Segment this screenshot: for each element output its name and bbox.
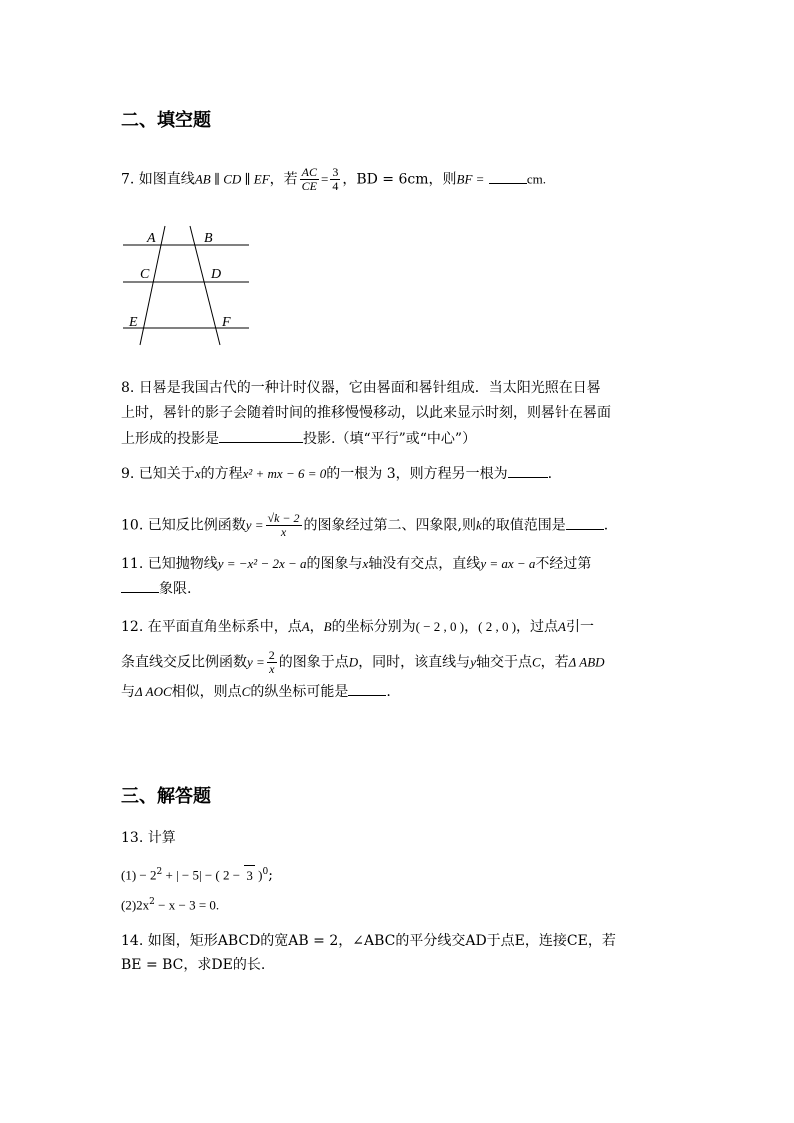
question-12-line-3 bbox=[121, 681, 391, 702]
question-13-part-1 bbox=[121, 862, 273, 886]
q9-a: 9. 已知关于 bbox=[121, 466, 195, 482]
section-fill-in-title: 二、填空题 bbox=[121, 110, 211, 131]
q7-parallel-lines: AB ∥ CD ∥ EF bbox=[194, 171, 270, 187]
q12-point-a-2: A bbox=[558, 619, 566, 634]
q12-point-c-2: C bbox=[241, 684, 251, 699]
question-13-part-2 bbox=[121, 892, 219, 916]
q12-answer-blank[interactable] bbox=[348, 681, 386, 696]
q10-fraction bbox=[266, 512, 302, 539]
question-8-line-2: 上时，晷针的影子会随着时间的推移慢慢移动，以此来显示时刻，则晷针在晷面 bbox=[121, 405, 611, 421]
question-7 bbox=[121, 166, 546, 193]
q7-bd: ，BD = 6cm，则 bbox=[342, 171, 457, 188]
q8-prefix: 上形成的投影是 bbox=[121, 431, 219, 447]
question-11-line-2 bbox=[121, 578, 191, 599]
q10-c: 的取值范围是 bbox=[481, 517, 566, 534]
q12-coord-a: ( − 2 , 0 ) bbox=[415, 619, 465, 634]
label-f: F bbox=[222, 315, 231, 330]
question-8-line-3 bbox=[121, 428, 476, 449]
q11-e: 象限. bbox=[159, 581, 192, 597]
section-solve-title: 三、解答题 bbox=[121, 786, 211, 807]
q12-point-d: D bbox=[348, 654, 359, 670]
label-d: D bbox=[211, 267, 222, 282]
q13-p1f: 0 bbox=[262, 867, 269, 877]
q12-f: 的图象于点 bbox=[278, 654, 349, 671]
question-12-line-2 bbox=[121, 649, 605, 676]
q12-a: 12. 在平面直角坐标系中，点 bbox=[121, 619, 302, 635]
q7-frac-num: AC bbox=[301, 165, 317, 179]
q10-b: 的图象经过第二、四象限,则 bbox=[303, 517, 476, 534]
q12-y-axis: y bbox=[470, 654, 476, 670]
label-a: A bbox=[147, 231, 156, 246]
q8-answer-blank[interactable] bbox=[219, 428, 303, 443]
q7-val-num: 3 bbox=[332, 165, 339, 179]
q11-parabola: y = −x² − 2x − a bbox=[217, 556, 307, 571]
q12-point-a: A bbox=[301, 619, 310, 634]
q11-x: x bbox=[362, 556, 369, 571]
q13-p2b: 2 bbox=[149, 897, 155, 907]
question-8-line-1: 8. 日晷是我国古代的一种计时仪器，它由晷面和晷针组成．当太阳光照在日晷 bbox=[121, 380, 601, 396]
q11-a: 11. 已知抛物线 bbox=[121, 556, 218, 572]
q10-den: x bbox=[280, 525, 287, 539]
q12-comma-2: ， bbox=[464, 619, 479, 635]
q7-value-fraction bbox=[330, 166, 340, 193]
q13-p1c: + | − 5| − ( 2 − bbox=[162, 867, 244, 883]
q10-end: . bbox=[603, 517, 609, 534]
q10-num: √k − 2 bbox=[267, 511, 300, 525]
q7-unit: cm. bbox=[526, 171, 547, 187]
q7-prefix: 7. 如图直线 bbox=[121, 171, 195, 188]
q12-b: 的坐标分别为 bbox=[331, 619, 416, 635]
q12-l: 的纵坐标可能是 bbox=[250, 684, 349, 700]
label-b: B bbox=[204, 231, 213, 246]
question-14-line-2: BE = BC，求DE的长. bbox=[121, 957, 266, 973]
q12-c: ，过点 bbox=[516, 619, 559, 635]
parallel-lines-figure bbox=[115, 222, 260, 350]
q13-p2a: (2)2x bbox=[121, 897, 150, 913]
q10-a: 10. 已知反比例函数 bbox=[121, 517, 246, 534]
q9-b: 的方程 bbox=[200, 466, 243, 482]
q7-ratio-fraction bbox=[300, 166, 319, 193]
q13-sqrt3: 3 bbox=[244, 865, 255, 886]
q9-end: . bbox=[547, 466, 553, 482]
q13-p1e: ) bbox=[254, 867, 263, 883]
question-11-line-1 bbox=[121, 554, 591, 574]
q12-d: 引一 bbox=[566, 619, 594, 635]
question-14-line-1: 14. 如图，矩形ABCD的宽AB = 2，∠ABC的平分线交AD于点E，连接CE，若 bbox=[121, 933, 616, 949]
q13-p1g: ; bbox=[268, 867, 273, 884]
q11-c: 轴没有交点，直线 bbox=[368, 556, 481, 572]
q10-k: k bbox=[475, 517, 482, 533]
question-10 bbox=[121, 512, 608, 539]
q10-y: y = bbox=[245, 517, 264, 533]
q7-frac-den: CE bbox=[301, 179, 317, 193]
q12-fraction bbox=[267, 649, 277, 676]
q11-line-eq: y = ax − a bbox=[480, 556, 536, 571]
q7-answer-blank[interactable] bbox=[489, 169, 527, 184]
q12-i: ，若 bbox=[540, 654, 569, 671]
q7-ruo: ，若 bbox=[269, 171, 298, 188]
q9-equation: x² + mx − 6 = 0 bbox=[242, 466, 327, 481]
q8-suffix: 投影.（填“平行”或“中心”） bbox=[303, 431, 477, 447]
q12-end: . bbox=[386, 684, 391, 700]
q7-val-den: 4 bbox=[332, 179, 339, 193]
q12-point-c: C bbox=[531, 654, 541, 670]
q13-p2c: − x − 3 = 0. bbox=[154, 897, 220, 913]
q12-e: 条直线交反比例函数 bbox=[121, 654, 247, 671]
q12-point-b: B bbox=[323, 619, 332, 634]
q12-k: 相似，则点 bbox=[171, 684, 242, 700]
q12-coord-b: ( 2 , 0 ) bbox=[478, 619, 517, 634]
q12-triangle-abd: Δ ABD bbox=[568, 654, 605, 670]
q13-p1b: 2 bbox=[156, 867, 163, 877]
q11-d: 不经过第 bbox=[535, 556, 592, 572]
q12-triangle-aoc: Δ AOC bbox=[135, 684, 172, 699]
q12-j: 与 bbox=[121, 684, 135, 700]
question-12-line-1 bbox=[121, 617, 594, 637]
label-e: E bbox=[129, 315, 138, 330]
question-13-title: 13. 计算 bbox=[121, 830, 176, 846]
q10-answer-blank[interactable] bbox=[566, 515, 604, 530]
q12-fden: x bbox=[269, 662, 275, 676]
q9-x: x bbox=[194, 466, 201, 481]
q12-comma-1: ， bbox=[309, 619, 324, 635]
q13-p1a: (1) − 2 bbox=[121, 867, 157, 883]
label-c: C bbox=[140, 267, 150, 282]
question-9 bbox=[121, 463, 552, 484]
q7-eq: = bbox=[321, 171, 329, 187]
q12-fnum: 2 bbox=[268, 648, 275, 662]
q9-c: 的一根为 3，则方程另一根为 bbox=[326, 466, 508, 482]
q12-g: ，同时，该直线与 bbox=[358, 654, 471, 671]
q11-b: 的图象与 bbox=[306, 556, 363, 572]
q11-answer-blank[interactable] bbox=[121, 578, 159, 593]
q12-y: y = bbox=[247, 654, 265, 670]
q9-answer-blank[interactable] bbox=[508, 463, 548, 478]
q7-bf: BF = bbox=[456, 171, 485, 187]
q12-h: 轴交于点 bbox=[475, 654, 532, 671]
